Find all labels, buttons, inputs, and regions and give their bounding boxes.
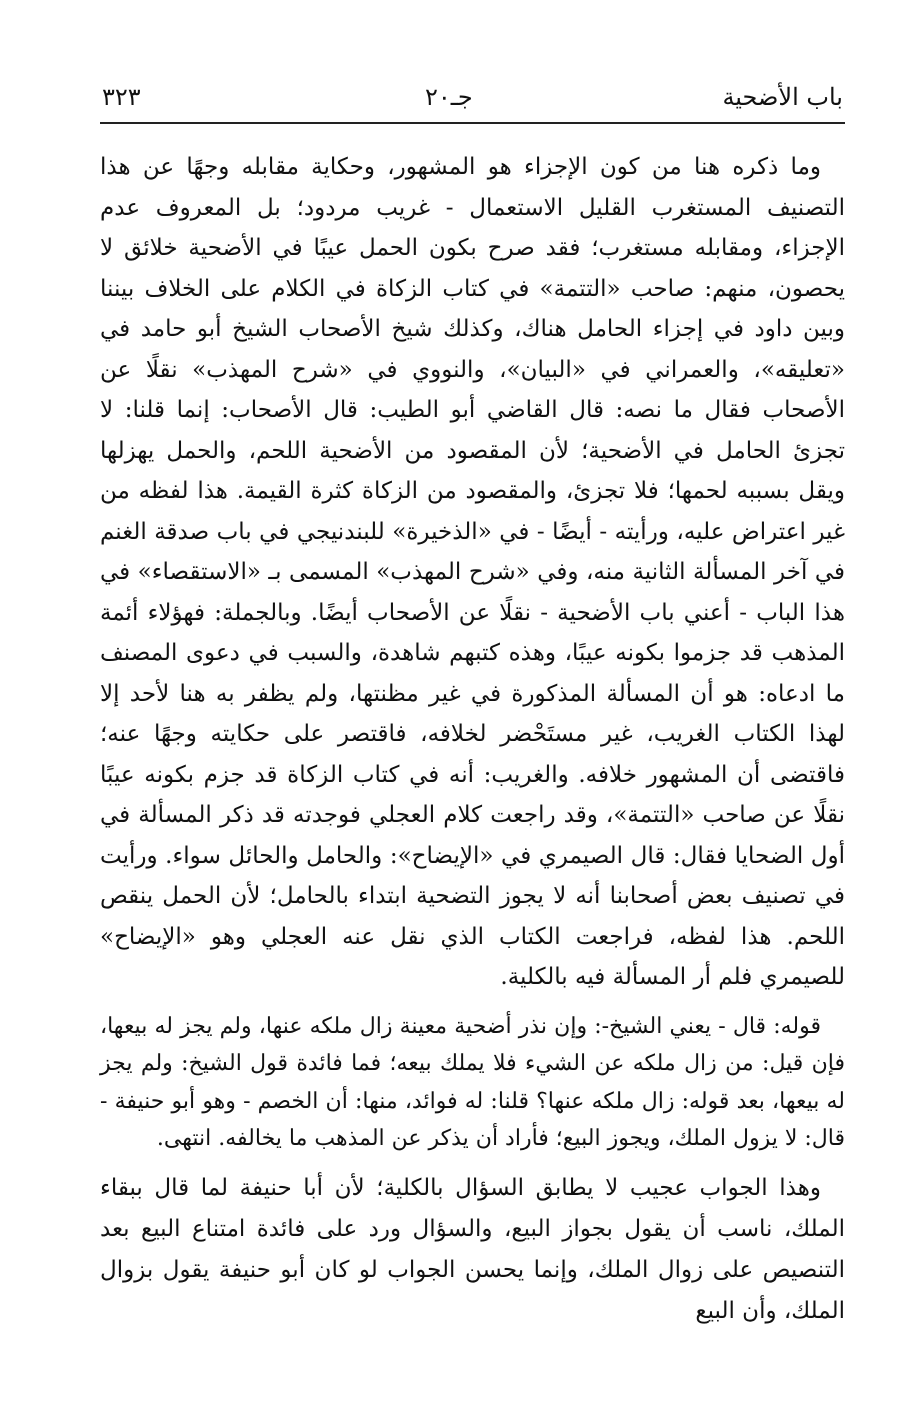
paragraph-2: قوله: قال - يعني الشيخ-: وإن نذر أضحية معينة زال ملكه عنها، ولم يجز له بيعها، فإن قيل: من زال ملكه عن الشيء فلا يملك بيعه؛ فما فائدة قول الشيخ: ولم يجز له بيعها، بعد قوله: زال ملكه عنها؟ قلنا: له فوائد، منها: أن الخصم - وهو أبو حنيفة - قال: لا يزول الملك، ويجوز البيع؛ فأراد أن يذكر عن المذهب ما يخالفه. انتهى. — [100, 1013, 845, 1151]
book-page — [100, 0, 845, 1404]
page-number: ٣٢٣ — [102, 83, 141, 111]
paragraph-3: وهذا الجواب عجيب لا يطابق السؤال بالكلية؛ لأن أبا حنيفة لما قال ببقاء الملك، ناسب أن يقول بجواز البيع، والسؤال ورد على فائدة امتناع البيع بعد التنصيص على زوال الملك، وإنما يحسن الجواب لو كان أبو حنيفة يقول بزوال الملك، وأن البيع — [100, 1174, 845, 1324]
paragraph-1: وما ذكره هنا من كون الإجزاء هو المشهور، وحكاية مقابله وجهًا عن هذا التصنيف المستغرب القليل الاستعمال - غريب مردود؛ بل المعروف عدم الإجزاء، ومقابله مستغرب؛ فقد صرح بكون الحمل عيبًا في الأضحية خلائق لا يحصون، منهم: صاحب «التتمة» في كتاب الزكاة في الكلام على الخلاف بيننا وبين داود في إجزاء الحامل هناك، وكذلك شيخ الأصحاب الشيخ أبو حامد في «تعليقه»، والعمراني في «البيان»، والنووي في «شرح المهذب» نقلًا عن الأصحاب فقال ما نصه: قال القاضي أبو الطيب: قال الأصحاب: إنما قلنا: لا تجزئ الحامل في الأضحية؛ لأن المقصود من الأضحية اللحم، والحمل يهزلها ويقل بسببه لحمها؛ فلا تجزئ، والمقصود من الزكاة كثرة القيمة. هذا لفظه من غير اعتراض عليه، ورأيته - أيضًا - في «الذخيرة» للبندنيجي في باب صدقة الغنم في آخر المسألة الثانية منه، وفي «شرح المهذب» المسمى بـ «الاستقصاء» في هذا الباب - أعني باب الأضحية - نقلًا عن الأصحاب أيضًا. وبالجملة: فهؤلاء أئمة المذهب قد جزموا بكونه عيبًا، وهذه كتبهم شاهدة، والسبب في دعوى المصنف ما ادعاه: هو أن المسألة المذكورة في غير مظنتها، ولم يظفر به هنا لأحد إلا لهذا الكتاب الغريب، غير مستَحْضر لخلافه، فاقتصر على حكايته وجهًا عنه؛ فاقتضى أن المشهور خلافه. والغريب: أنه في كتاب الزكاة قد جزم بكونه عيبًا نقلًا عن صاحب «التتمة»، وقد راجعت كلام العجلي فوجدته قد ذكر المسألة في أول الضحايا فقال: قال الصيمري في «الإيضاح»: والحامل والحائل سواء. ورأيت في تصنيف بعض أصحابنا أنه لا يجوز التضحية ابتداء بالحامل؛ لأن الحمل ينقص اللحم. هذا لفظه، فراجعت الكتاب الذي نقل عنه العجلي وهو «الإيضاح» للصيمري فلم أر المسألة فيه بالكلية. — [100, 154, 845, 990]
chapter-title: باب الأضحية — [722, 83, 843, 111]
main-text — [100, 147, 845, 1332]
running-header — [100, 70, 845, 114]
volume-number: جـ٢٠ — [425, 83, 473, 111]
header-divider — [100, 122, 845, 124]
